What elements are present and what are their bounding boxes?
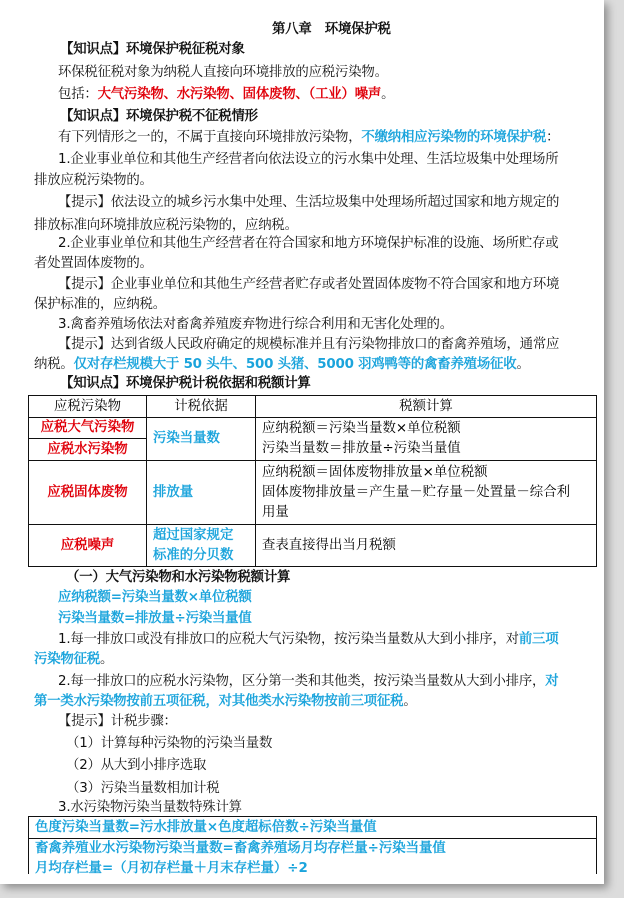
calc-cell bbox=[256, 461, 597, 525]
step: （3）污染当量数相加计税 bbox=[66, 781, 220, 796]
tip: 【提示】达到省级人民政府确定的规模标准并且有污染物排放口的畜禽养殖场，通常应 bbox=[58, 337, 560, 352]
paragraph: 3.禽畜养殖场依法对畜禽养殖废弃物进行综合利用和无害化处理的。 bbox=[58, 317, 453, 332]
table-row bbox=[29, 525, 597, 567]
highlight-red: 大气污染物、水污染物、固体废物、（工业）噪声 bbox=[97, 87, 382, 102]
formula: 污染当量数＝排放量÷污染当量值 bbox=[262, 441, 461, 456]
text: 纳税。 bbox=[34, 357, 74, 372]
paragraph bbox=[34, 650, 113, 670]
tip: 排放标准向环境排放应税污染物的，应纳税。 bbox=[34, 218, 298, 233]
step: （1）计算每种污染物的污染当量数 bbox=[66, 736, 273, 751]
formula: 畜禽养殖业水污染物污染当量数=畜禽养殖场月均存栏量÷污染当量值 bbox=[35, 841, 446, 856]
basis-cell bbox=[147, 525, 256, 567]
section-heading: 【知识点】环境保护税计税依据和税额计算 bbox=[60, 376, 311, 391]
tax-calculation-table bbox=[28, 395, 597, 567]
paragraph: 2.企业事业单位和其他生产经营者在符合国家和地方环境保护标准的设施、场所贮存或 bbox=[58, 236, 559, 251]
tip: 保护标准的，应纳税。 bbox=[34, 297, 166, 312]
highlight-blue: 前三项 bbox=[518, 632, 559, 647]
formula: 应纳税额＝固体废物排放量×单位税额 bbox=[262, 464, 488, 480]
paragraph bbox=[58, 672, 558, 692]
header-cell: 计税依据 bbox=[147, 396, 256, 418]
chapter-title: 第八章 环境保护税 bbox=[272, 22, 391, 37]
header-cell: 应税污染物 bbox=[29, 396, 147, 418]
calc-cell: 查表直接得出当月税额 bbox=[256, 525, 597, 567]
paragraph bbox=[58, 128, 559, 148]
formula: 应纳税额＝污染当量数×单位税额 bbox=[262, 421, 461, 436]
text: 包括： bbox=[58, 87, 98, 102]
paragraph: 者处置固体废物的。 bbox=[34, 256, 153, 271]
formula: 月均存栏量=（月初存栏量＋月末存栏量）÷2 bbox=[35, 861, 308, 874]
section-heading: 【知识点】环境保护税不征税情形 bbox=[60, 109, 258, 124]
text: 。 bbox=[99, 652, 114, 667]
pollutant-cell: 应税固体废物 bbox=[29, 461, 147, 525]
table-row bbox=[29, 461, 597, 525]
tip: 【提示】依法设立的城乡污水集中处理、生活垃圾集中处理场所超过国家和地方规定的 bbox=[58, 195, 560, 210]
text: 1.每一排放口或没有排放口的应税大气污染物，按污染当量数从大到小排序，对 bbox=[58, 632, 519, 647]
calc-cell bbox=[256, 418, 597, 461]
basis-cell: 排放量 bbox=[147, 461, 256, 525]
text: 有下列情形之一的，不属于直接向环境排放污染物， bbox=[58, 130, 362, 145]
text: 。 bbox=[381, 87, 395, 102]
basis-line: 超过国家规定 bbox=[153, 527, 234, 543]
text: 。 bbox=[516, 357, 530, 372]
formula: 固体废物排放量＝产生量－贮存量－处置量－综合利 bbox=[262, 484, 570, 500]
highlight-blue: 不缴纳相应污染物的环境保护税 bbox=[361, 130, 547, 145]
subsection-heading: （一）大气污染物和水污染物税额计算 bbox=[66, 570, 291, 585]
paragraph bbox=[58, 85, 394, 105]
paragraph: 排放应税污染物的。 bbox=[34, 173, 153, 188]
table-header-row bbox=[29, 396, 597, 418]
highlight-blue: 第一类水污染物按前五项征税，对其他类水污染物按前三项征税 bbox=[34, 694, 404, 709]
highlight-blue: 污染物征税 bbox=[34, 652, 100, 667]
formula: 用量 bbox=[262, 504, 289, 520]
tip: 【提示】企业事业单位和其他生产经营者贮存或者处置固体废物不符合国家和地方环境 bbox=[58, 277, 560, 292]
paragraph bbox=[58, 630, 558, 650]
section-heading: 【知识点】环境保护税征税对象 bbox=[60, 42, 245, 57]
highlight-blue: 仅对存栏规模大于 50 头牛、500 头猪、5000 羽鸡鸭等的禽畜养殖场征收 bbox=[73, 357, 517, 372]
formula-box: 色度污染当量数=污水排放量×色度超标倍数÷污染当量值 bbox=[28, 816, 597, 839]
table-row bbox=[29, 418, 597, 439]
pollutant-cell: 应税大气污染物 bbox=[29, 418, 147, 439]
highlight-blue: 对 bbox=[545, 674, 559, 689]
paragraph: 3.水污染物污染当量数特殊计算 bbox=[58, 800, 242, 815]
formula: 应纳税额=污染当量数×单位税额 bbox=[58, 590, 252, 605]
step: （2）从大到小排序选取 bbox=[66, 758, 207, 773]
basis-line: 标准的分贝数 bbox=[153, 547, 234, 563]
basis-cell: 污染当量数 bbox=[147, 418, 256, 461]
text: ： bbox=[546, 130, 560, 145]
tip: 【提示】计税步骤： bbox=[58, 714, 177, 729]
header-cell: 税额计算 bbox=[256, 396, 597, 418]
formula-box bbox=[28, 838, 597, 874]
text: 2.每一排放口的应税水污染物，区分第一类和其他类，按污染当量数从大到小排序， bbox=[58, 674, 546, 689]
formula: 污染当量数=排放量÷污染当量值 bbox=[58, 611, 252, 626]
paragraph: 环保税征税对象为纳税人直接向环境排放的应税污染物。 bbox=[58, 65, 388, 80]
paragraph: 1.企业事业单位和其他生产经营者向依法设立的污水集中处理、生活垃圾集中处理场所 bbox=[58, 152, 559, 167]
paragraph bbox=[34, 692, 417, 712]
pollutant-cell: 应税水污染物 bbox=[29, 439, 147, 461]
tip bbox=[34, 355, 530, 375]
text: 。 bbox=[403, 694, 417, 709]
pollutant-cell: 应税噪声 bbox=[29, 525, 147, 567]
